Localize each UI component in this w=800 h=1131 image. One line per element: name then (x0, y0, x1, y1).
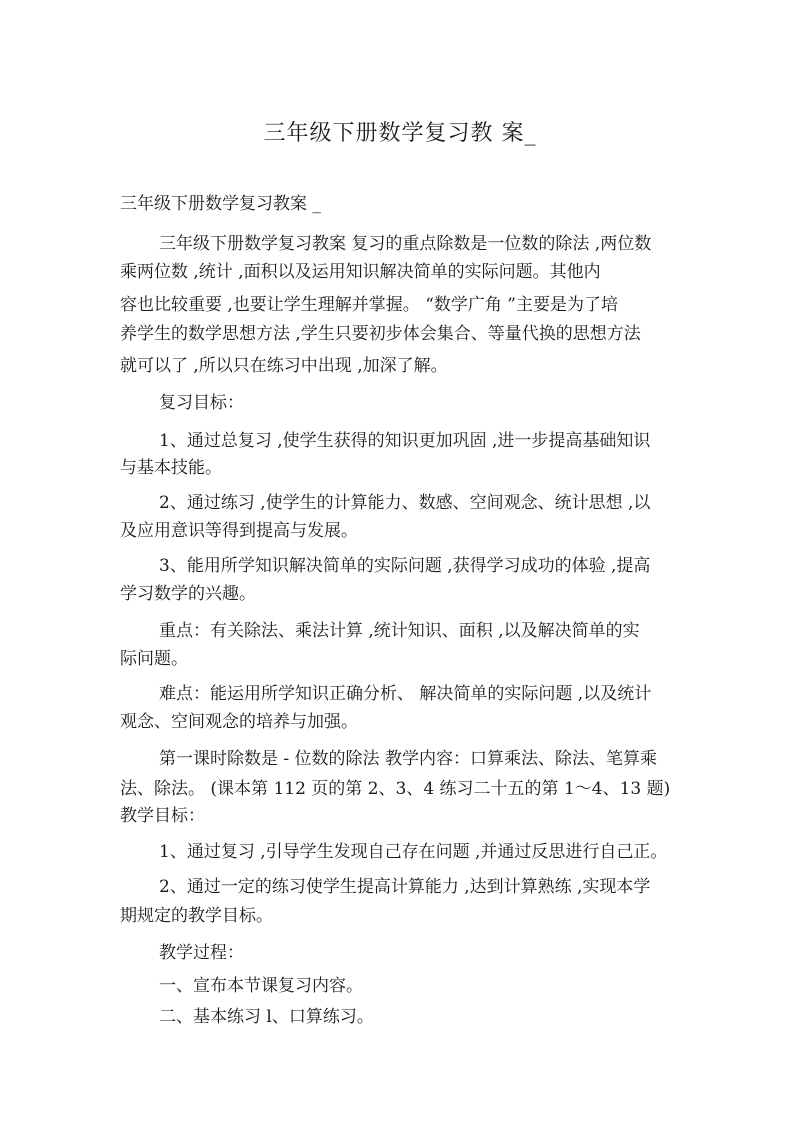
text-line: 3、能用所学知识解决简单的实际问题 ,获得学习成功的体验 ,提高 (159, 556, 651, 576)
document-subtitle: 三年级下册数学复习教案 _ (120, 194, 321, 214)
text-line: 2、通过一定的练习使学生提高计算能力 ,达到计算熟练 ,实现本学 (159, 877, 651, 897)
text-line: 乘两位数 ,统计 ,面积以及运用知识解决简单的实际问题。其他内 (120, 262, 601, 282)
text-line: 容也比较重要 ,也要让学生理解并掌握。 “数学广角 ”主要是为了培 (120, 295, 618, 315)
text-line: 教学目标： (120, 806, 205, 826)
section-heading-teaching-process: 教学过程： (159, 943, 244, 963)
text-line: 难点：能运用所学知识正确分析、 解决简单的实际问题 ,以及统计 (159, 684, 652, 704)
text-line: 际问题。 (120, 649, 188, 669)
process-step-1: 一、宣布本节课复习内容。 (159, 976, 363, 996)
process-step-2: 二、基本练习 l、口算练习。 (159, 1007, 374, 1027)
text-line: 就可以了 ,所以只在练习中出现 ,加深了解。 (120, 356, 448, 376)
text-line: 与基本技能。 (120, 458, 222, 478)
section-heading-review-goals: 复习目标： (159, 393, 244, 413)
text-line: 学习数学的兴趣。 (120, 584, 256, 604)
text-line: 法、除法。 (课本第 112 页的第 2、3、4 练习二十五的第 1～4、13 题) (120, 779, 671, 799)
document-title: 三年级下册数学复习教 案_ (263, 121, 537, 146)
teaching-goal-1: 1、通过复习 ,引导学生发现自己存在问题 ,并通过反思进行自己正。 (159, 842, 668, 862)
text-line: 养学生的数学思想方法 ,学生只要初步体会集合、等量代换的思想方法 (120, 324, 641, 344)
text-line: 1、通过总复习 ,使学生获得的知识更加巩固 ,进一步提高基础知识 (159, 431, 651, 451)
text-line: 观念、空间观念的培养与加强。 (120, 712, 358, 732)
text-line: 期规定的教学目标。 (120, 906, 273, 926)
text-line: 2、通过练习 ,使学生的计算能力、数感、空间观念、统计思想 ,以 (159, 493, 651, 513)
text-line: 及应用意识等得到提高与发展。 (120, 521, 358, 541)
text-line: 重点：有关除法、乘法计算 ,统计知识、面积 ,以及解决简单的实 (159, 621, 640, 641)
text-line: 第一课时除数是 - 位数的除法 教学内容：口算乘法、除法、笔算乘 (159, 749, 657, 769)
text-line: 三年级下册数学复习教案 复习的重点除数是一位数的除法 ,两位数 (159, 234, 652, 254)
